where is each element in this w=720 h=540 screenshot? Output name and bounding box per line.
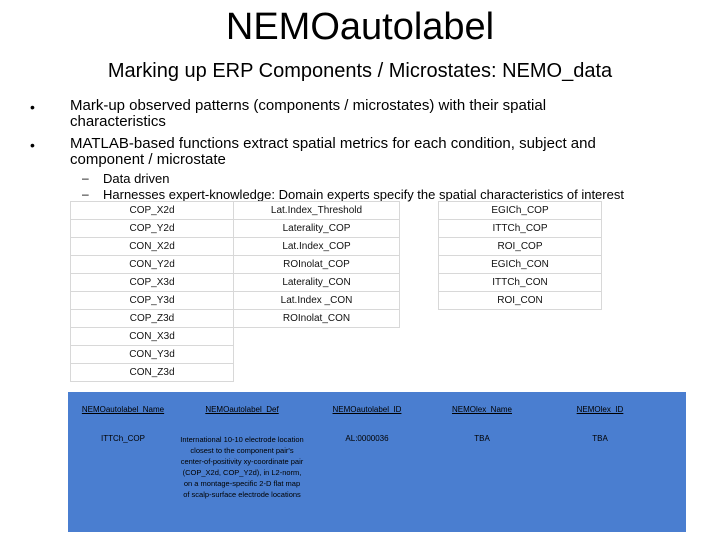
bullet-glyph: • [30,137,35,153]
table-gap [400,346,439,364]
table-row [71,220,602,238]
table-cell: ROI_COP [439,238,602,256]
table-cell: COP_Z3d [71,310,234,328]
table-cell: ITTCh_COP [439,220,602,238]
bullet-glyph: • [30,99,35,115]
table-cell [439,310,602,328]
table-row [71,310,602,328]
table-gap [400,310,439,328]
table-gap [400,202,439,220]
table-gap [400,292,439,310]
table-cell: COP_X2d [71,202,234,220]
table-gap [400,364,439,382]
column-header: NEMOautolabel_Def [205,405,279,414]
table-gap [400,256,439,274]
table-gap [400,328,439,346]
table-gap [400,220,439,238]
slide-title: NEMOautolabel [225,6,495,48]
table-row [71,364,602,382]
table-cell: CON_Y2d [71,256,234,274]
column-header: NEMOlex_ID [576,405,624,414]
nemolex-id-value: TBA [592,434,608,443]
table-cell: EGICh_CON [439,256,602,274]
table-row [71,238,602,256]
sub-bullet-dash: – [82,171,89,185]
table-cell: CON_X2d [71,238,234,256]
sub-bullet-dash: – [82,187,89,201]
table-cell: COP_X3d [71,274,234,292]
table-cell: CON_Z3d [71,364,234,382]
slide-subtitle: Marking up ERP Components / Microstates: NEMO_data [107,60,613,82]
table-row [71,256,602,274]
column-header: NEMOlex_Name [451,405,512,414]
table-cell: EGICh_COP [439,202,602,220]
table-row [71,202,602,220]
table-cell: ROInolat_CON [234,310,400,328]
nemolex-name-value: TBA [474,434,490,443]
table-cell: ROInolat_COP [234,256,400,274]
bullet-line: MATLAB-based functions extract spatial metrics for each condition, subject and [70,135,596,152]
table-cell [439,364,602,382]
table-row [71,274,602,292]
column-header: NEMOautolabel_ID [332,405,402,414]
sub-bullet: Data driven [103,171,170,186]
table-cell: Laterality_COP [234,220,400,238]
definition-panel [68,392,686,532]
table-cell: ROI_CON [439,292,602,310]
table-cell: CON_Y3d [71,346,234,364]
autolabel-id-value: AL:0000036 [345,434,389,443]
table-cell [439,328,602,346]
table-cell: Lat.Index_Threshold [234,202,400,220]
table-cell [234,364,400,382]
table-gap [400,274,439,292]
table-cell [439,346,602,364]
table-row [71,292,602,310]
autolabel-definition-value: International 10-10 electrode location closest to the component pair's center-of-positivity xy-coordinate pair (COP_X2d, COP_Y2d), in L2-norm, on a montage-specific 2-D flat map of scalp-surface electrode locations [180,435,304,499]
table-row [71,328,602,346]
table-cell: Lat.Index_COP [234,238,400,256]
table-cell: Lat.Index _CON [234,292,400,310]
bullet-line: Mark-up observed patterns (components / microstates) with their spatial [70,97,547,114]
table-gap [400,238,439,256]
bullet-item [70,98,670,130]
table-cell: COP_Y2d [71,220,234,238]
table-cell: ITTCh_CON [439,274,602,292]
spatial-metrics-table [70,201,602,382]
table-row [71,346,602,364]
bullet-line: characteristics [70,113,166,130]
table-cell [234,346,400,364]
table-cell: COP_Y3d [71,292,234,310]
autolabel-name-value: ITTCh_COP [100,434,145,443]
table-cell [234,328,400,346]
table-cell: Laterality_CON [234,274,400,292]
table-cell: CON_X3d [71,328,234,346]
sub-bullet: Harnesses expert-knowledge: Domain experts specify the spatial characteristics of interest [103,187,624,202]
bullet-item [70,136,670,168]
column-header: NEMOautolabel_Name [81,405,165,414]
bullet-line: component / microstate [70,151,226,168]
